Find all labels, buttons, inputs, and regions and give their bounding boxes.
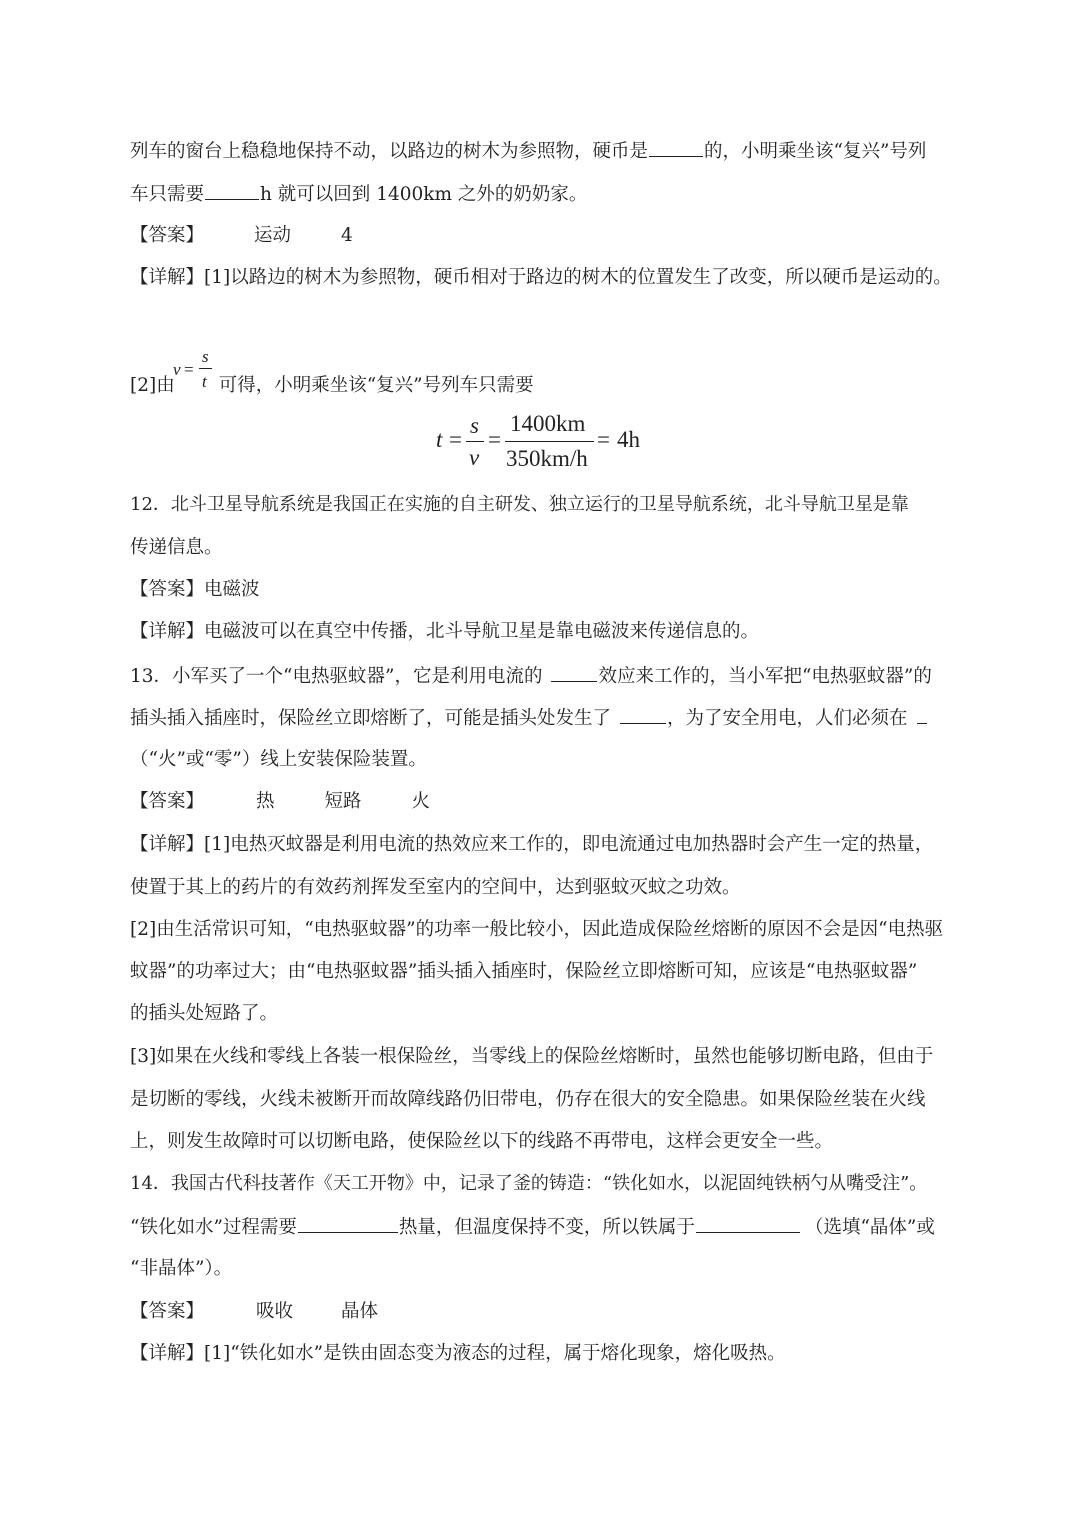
q13-detail-2c: 的插头处短路了。 xyxy=(130,1003,279,1024)
q14-answer: 【答案】 吸收 晶体 xyxy=(130,1301,379,1322)
q12-stem-line-2: 传递信息。 xyxy=(130,537,223,558)
q14-stem-line-1: 14．我国古代科技著作《天工开物》中，记录了釜的铸造：“铁化如水，以泥固纯铁柄勺从嘴受注”。 xyxy=(130,1173,928,1194)
q13-detail-1a: 【详解】[1]电热灭蚊器是利用电流的热效应来工作的，即电流通过电加热器时会产生一定的热量， xyxy=(130,834,934,855)
q11-detail-1: 【详解】[1]以路边的树木为参照物，硬币相对于路边的树木的位置发生了改变，所以硬币是运动的。 xyxy=(130,267,952,288)
fraction-bar xyxy=(466,441,484,442)
q12-answer: 【答案】电磁波 xyxy=(130,579,260,600)
q11-stem-line-2: 车只需要 h 就可以回到 1400km 之外的奶奶家。 xyxy=(130,181,587,207)
answer-blank xyxy=(298,1214,398,1233)
q12-stem-line-1: 12．北斗卫星导航系统是我国正在实施的自主研发、独立运行的卫星导航系统，北斗导航卫星是靠 xyxy=(130,494,909,515)
answer-blank xyxy=(696,1214,800,1233)
q13-detail-1b: 使置于其上的药片的有效药剂挥发至室内的空间中，达到驱蚊灭蚊之功效。 xyxy=(130,877,741,898)
q13-answer: 【答案】 热 短路 火 xyxy=(130,791,431,812)
q14-stem-line-2: “铁化如水”过程需要 热量，但温度保持不变，所以铁属于 （选填“晶体”或 xyxy=(130,1214,935,1240)
answer-blank xyxy=(917,705,927,724)
answer-blank xyxy=(551,663,597,682)
answer-blank xyxy=(205,181,259,200)
q13-stem-line-2: 插头插入插座时，保险丝立即熔断了，可能是插头处发生了 ，为了安全用电，人们必须在 xyxy=(130,705,928,731)
q13-stem-line-3: （“火”或“零”）线上安装保险装置。 xyxy=(130,749,427,770)
q13-detail-2b: 蚊器”的功率过大；由“电热驱蚊器”插头插入插座时，保险丝立即熔断可知，应该是“电热驱蚊器” xyxy=(130,961,918,982)
q13-stem-line-1: 13．小军买了一个“电热驱蚊器”，它是利用电流的 效应来工作的，当小军把“电热驱蚊器”的 xyxy=(130,663,932,689)
q13-detail-3c: 上，则发生故障时可以切断电路，使保险丝以下的线路不再带电，这样会更安全一些。 xyxy=(130,1131,834,1152)
q12-detail: 【详解】电磁波可以在真空中传播，北斗导航卫星是靠电磁波来传递信息的。 xyxy=(130,621,760,642)
q11-answer: 【答案】 运动 4 xyxy=(130,225,353,246)
q13-detail-3b: 是切断的零线，火线未被断开而故障线路仍旧带电，仍存在很大的安全隐患。如果保险丝装在火线 xyxy=(130,1089,926,1110)
fraction-bar xyxy=(199,368,212,369)
q13-detail-3a: [3]如果在火线和零线上各装一根保险丝，当零线上的保险丝熔断时，虽然也能够切断电路，但由于 xyxy=(130,1046,934,1067)
fraction-bar xyxy=(505,441,594,442)
q11-detail-2: [2]由 可得，小明乘坐该“复兴”号列车只需要 xyxy=(130,375,534,396)
answer-blank xyxy=(649,138,703,157)
q14-stem-line-3: “非晶体”）。 xyxy=(130,1258,233,1279)
q14-detail-1: 【详解】[1]“铁化如水”是铁由固态变为液态的过程，属于熔化现象，熔化吸热。 xyxy=(130,1343,786,1364)
answer-blank xyxy=(620,705,666,724)
q11-stem-line-1: 列车的窗台上稳稳地保持不动，以路边的树木为参照物，硬币是 的，小明乘坐该“复兴”号列 xyxy=(130,138,926,164)
q13-detail-2a: [2]由生活常识可知，“电热驱蚊器”的功率一般比较小，因此造成保险丝熔断的原因不会是因“电热驱 xyxy=(130,919,944,940)
